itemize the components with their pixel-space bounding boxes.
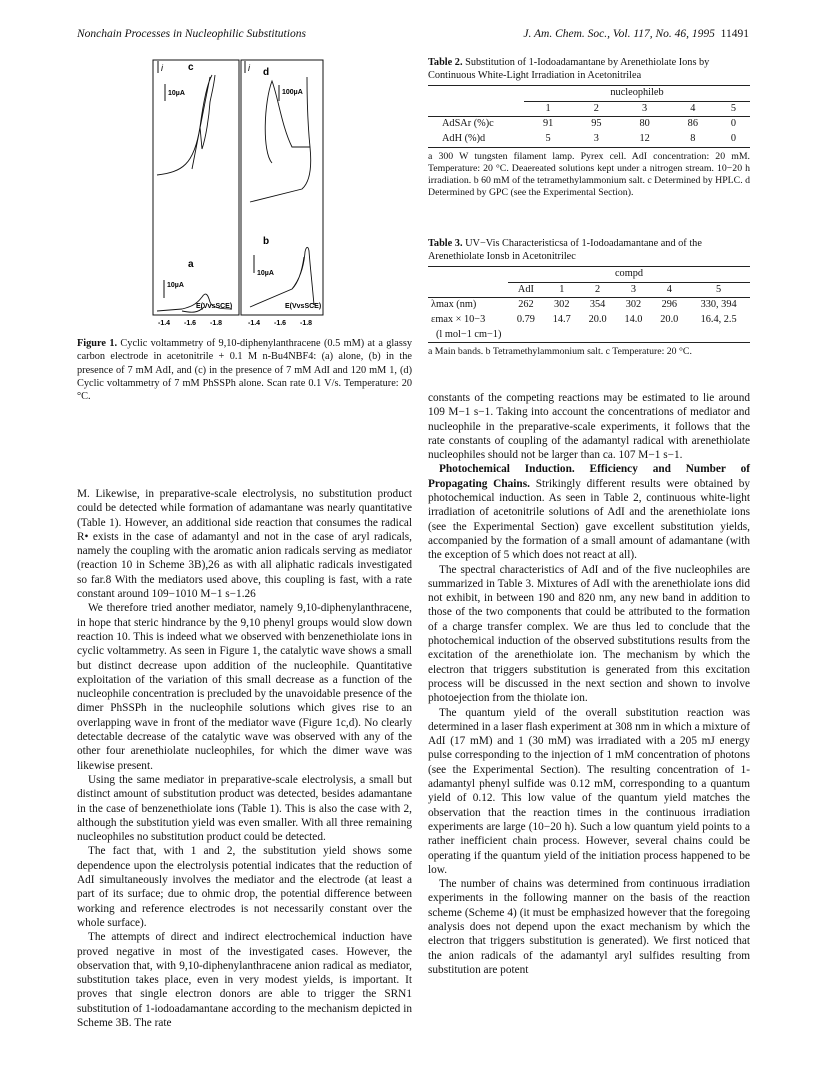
table-cell: (l mol−1 cm−1): [436, 328, 502, 340]
table-3-footnote: a Main bands. b Tetramethylammonium salt. c Temperature: 20 °C.: [428, 346, 692, 358]
table-cell: 0: [730, 132, 737, 144]
paragraph: M. Likewise, in preparative-scale electrolysis, no substitution product could be detected while formation of adamantane was nearly quantitative (Table 1). However, an additional side reaction that consumes the radical R• exists in the case of adamantyl and not in the case of aryl radicals, namely the coupling with the aromatic anion radicals serving as mediator (reaction 10 in Scheme 3B),26 as with all aliphatic radicals investigated so far.8 With the mediators used above, this coupling is fast, with a rate constant around 109−1010 M−1 s−1.26: [77, 488, 412, 601]
table-cell: 0.79: [516, 313, 535, 325]
tick-right-1: -1.4: [248, 320, 261, 327]
table-2-title-text: Substitution of 1-Iodoadamantane by Arenethiolate Ions by Continuous White-Light Irradiation in Acetonitrilea: [428, 57, 710, 81]
i-axis-label-right: i: [248, 63, 250, 73]
table-cell: 20.0: [588, 313, 607, 325]
paragraph: constants of the competing reactions may be estimated to lie around 109 M−1 s−1. Taking into account the concentrations of mediator and nucleophile in the preparative-scale experiments, it follows that the rate constants of coupling of the adamantyl radical with arenethiolate nucleophiles should not be larger than ca. 107 M−1 s−1.: [428, 392, 750, 462]
table-3-label: Table 3.: [428, 238, 463, 249]
figure-1-caption: [77, 337, 412, 403]
table-2-col-header: 3: [642, 102, 648, 114]
table-cell: 95: [591, 118, 602, 130]
tick-left-3: -1.8: [210, 320, 223, 327]
scale-bar-a: 10µA: [167, 282, 184, 289]
table-3-col-header: 4: [666, 283, 672, 295]
table-cell: 302: [554, 299, 570, 311]
scale-bar-d: 100µA: [282, 89, 303, 96]
paragraph-text: Strikingly different results were obtained by photochemical induction. As seen in Table 2, continuous white-light irradiation of acetonitrile solutions of AdI and the arenethiolate ions (see the Experimental Section) gave excellent substitution yields, accompanied by the formation of a small amount of adamantane (with the exception of 5 which does not react at all).: [428, 477, 751, 562]
table-2-col-header: 4: [690, 102, 696, 114]
table-cell: 354: [589, 299, 606, 311]
section-heading: Photochemical Induction. Efficiency and Number of Propagating Chains.: [428, 463, 750, 490]
table-cell: 296: [661, 299, 678, 311]
table-cell: 86: [687, 118, 698, 130]
paragraph: The quantum yield of the overall substitution reaction was determined in a laser flash experiment at 308 nm in which a mixture of AdI (17 mM) and 1 (30 mM) was irradiated with a 205 mJ energy pulse corresponding to the injection of 1 mM concentration of photons (see the Experimental Section). The resulting concentration of 1-adamantyl phenyl sulfide was 0.12 mM, corresponding to a quantum yield of 0.12. This low value of the quantum yield matches the observation that the reaction times in the continuous irradiation experiments are large (10−20 h). Such a low quantum yield points to a rather inefficient chain process. However, several chains could be operating if the quantum yield of the initiation process happened to be low.: [428, 706, 750, 876]
journal-citation: J. Am. Chem. Soc., Vol. 117, No. 46, 1995: [523, 28, 715, 40]
scale-bar-b: 10µA: [257, 270, 274, 277]
curve-label-c: c: [188, 62, 194, 73]
table-cell: 20.0: [660, 313, 679, 325]
paragraph: The fact that, with 1 and 2, the substitution yield shows some dependence upon the electrolysis potential indicates that the reduction of AdI simultaneously involves the mediator and the electrode (at least a part of its surface; due to ohmic drop, the potential difference between working and reference electrodes is not necessarily constant over the whole surface).: [77, 845, 412, 929]
table-cell: 262: [518, 299, 534, 311]
table-3-col-header: 3: [630, 283, 637, 295]
running-header-left: Nonchain Processes in Nucleophilic Substitutions: [77, 28, 306, 40]
table-3-title-text: UV−Vis Characteristicsa of 1-Iodoadamantane and of the Arenethiolate Ionsb in Acetonitrilec: [428, 238, 702, 262]
table-3-col-header: 5: [716, 283, 722, 295]
table-cell: 3: [593, 132, 599, 144]
figure-1-caption-text: Cyclic voltammetry of 9,10-diphenylanthracene (0.5 mM) at a glassy carbon electrode in acetonitrile + 0.1 M n-Bu4NBF4: (a) alone, (b) in the presence of 7 mM AdI, and (c) in the presence of 7 mM AdI and 120 mM 1, (d) Cyclic voltammetry of 7 mM PhSSPh alone. Scan rate 0.1 V/s. Temperature: 20 °C.: [77, 338, 413, 403]
table-2-col-header: 5: [730, 102, 737, 114]
right-column-body: [428, 391, 750, 977]
tick-right-2: -1.6: [274, 320, 287, 327]
table-row: [428, 298, 750, 313]
x-axis-label-left: E(VvsSCE): [196, 303, 233, 310]
table-row: [428, 117, 750, 132]
table-cell: 16.4, 2.5: [700, 313, 737, 325]
left-column-body: [77, 487, 412, 1030]
table-3-grid: [428, 266, 750, 343]
paragraph: The attempts of direct and indirect electrochemical induction have proved negative in most of the investigated cases. However, the observation that, with 9,10-diphenylanthracene anion radical as mediator, substitution takes place, even in very modest yields, is important. It proves that single electron donors are able to trigger the SRN1 substitution of 1-iodoadamantane according to the mechanism depicted in Scheme 3B. The rate: [77, 931, 412, 1029]
table-3: [428, 238, 750, 358]
curve-label-a: a: [188, 259, 194, 270]
table-2-grid: [428, 85, 750, 147]
table-row: [428, 313, 750, 328]
table-2-title: [428, 57, 750, 82]
table-cell: 8: [690, 132, 696, 144]
tick-left-1: -1.4: [158, 320, 171, 327]
table-row: [428, 132, 750, 147]
table-cell: 91: [542, 118, 554, 130]
table-cell: 302: [625, 299, 642, 311]
figure-1-caption-label: Figure 1.: [77, 338, 118, 349]
table-2-footnote: a 300 W tungsten filament lamp. Pyrex cell. AdI concentration: 20 mM. Temperature: 20 °C. Deaereated solutions kept under a nitrogen stream. 10−20 h irradiation. b 60 mM of the tetramethylammonium salt. c Determined by HPLC. d Determined by GPC (see the Experimental Section).: [428, 150, 750, 198]
figure-1-voltammograms: [152, 57, 324, 332]
table-3-col-header: AdI: [517, 283, 534, 295]
table-cell: 12: [639, 132, 650, 144]
page-number: 11491: [720, 28, 749, 40]
scale-bar-c: 10µA: [168, 90, 185, 97]
tick-right-3: -1.8: [300, 320, 313, 327]
table-2-group-header: nucleophileb: [524, 86, 750, 102]
table-cell: AdSAr (%)c: [442, 118, 494, 130]
table-cell: λmax (nm): [431, 299, 477, 311]
paragraph: The spectral characteristics of AdI and of the five nucleophiles are summarized in Table 3. Mixtures of AdI with the arenethiolate ions did not exhibit, in between 190 and 820 nm, any new band in addition to those of the two components that could be attributed to the formation of a charge transfer complex. We are thus led to conclude that the photochemical induction of the observed substitutions results from the excitation of the arenethiolate ion. The mechanism by which the electron that triggers substitution is generated from this excitation process will be discussed in the next section and shown to involve photoejection from the thiolate ion.: [428, 563, 750, 705]
table-2-label: Table 2.: [428, 57, 463, 68]
i-axis-label-left: i: [161, 63, 163, 73]
table-2-col-header: 2: [593, 102, 599, 114]
tick-left-2: -1.6: [184, 320, 197, 327]
table-row: [428, 328, 750, 343]
paragraph: [428, 462, 750, 562]
curve-label-b: b: [263, 236, 270, 247]
table-cell: 80: [639, 118, 650, 130]
table-3-group-header: compd: [508, 267, 750, 283]
table-2: [428, 57, 750, 199]
table-cell: 14.7: [552, 313, 571, 325]
curve-label-d: d: [263, 67, 270, 78]
table-cell: 330, 394: [700, 299, 737, 311]
table-cell: 14.0: [624, 313, 643, 325]
table-2-col-header: 1: [545, 102, 551, 114]
x-axis-label-right: E(VvsSCE): [285, 303, 322, 310]
table-3-title: [428, 238, 750, 263]
paragraph: We therefore tried another mediator, namely 9,10-diphenylanthracene, in hope that steric hindrance by the 9,10 phenyl groups would slow down reaction 10. This is indeed what we observed with benzenethiolate ions in cyclic voltammetry. As seen in Figure 1, the catalytic wave shows a small but distinct decrease upon addition of the nucleophile. Quantitative exploitation of the variation of this small decrease as a function of the nucleophile concentration is precluded by the unavoidable presence of the dimer PhSSPh in the nucleophile solutions which gives rise to an overlapping wave in front of the mediator wave (Figure 1c,d). No clearly detectable decrease of the catalytic wave was observed with any of the other four arenethiolate nucleophiles, for which the dimer wave was likewise present.: [77, 602, 412, 772]
paragraph: The number of chains was determined from continuous irradiation experiments in the following manner on the basis of the reaction scheme (Scheme 4) (it must be emphasized however that the foregoing analysis does not depend upon the exact mechanism by which the electron that triggers substitution is generated). We first noticed that the anion radicals of the adamantyl aryl sulfides resulting from substitution are potent: [428, 878, 750, 976]
table-cell: AdH (%)d: [442, 132, 486, 144]
table-cell: 5: [545, 132, 551, 144]
running-header-right: [523, 28, 749, 40]
table-cell: 0: [730, 118, 737, 130]
table-cell: εmax × 10−3: [431, 313, 486, 325]
table-3-col-header: 1: [559, 283, 565, 295]
table-3-col-header: 2: [595, 283, 601, 295]
paragraph: Using the same mediator in preparative-scale electrolysis, a small but distinct amount of substitution product was detected, besides adamantane in the case of benzenethiolate ions (Table 1). This is also the case with 2, although the substitution yield was even smaller. With all three remaining nucleophiles no substitution product could be detected.: [77, 773, 412, 844]
